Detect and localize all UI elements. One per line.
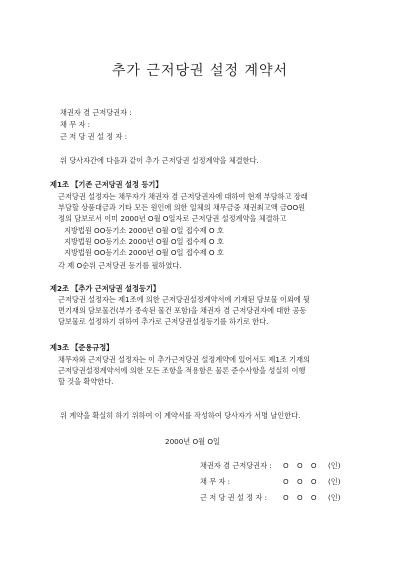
article1-heading [50,180,163,190]
article1-line: 근저당권 설정자는 채무자가 채권자 겸 근저당권자에 대하여 현재 부담하고 장래 [58,192,308,201]
article1-body [58,191,308,224]
intro-text: 위 당사자간에 다음과 같이 추가 근저당권 설정계약을 체결한다. [60,156,259,165]
signature-debtor-name: O O O [283,477,320,486]
signature-debtor-label: 채 무 자 : [200,477,231,486]
article3-number: 제3조 [50,343,69,352]
article1-registry-line: 지방법원 OO등기소 2000년 O월 O일 접수제 O 호 [64,237,224,246]
closing-statement: 위 계약을 확실히 하기 위하여 이 계약서를 작성하여 당사자가 서명 날인한다. [60,411,301,420]
party-debtor-label: 채 무 자 : [60,120,91,129]
article1-registry-line: 지방법원 OO등기소 2000년 O월 O일 접수제 O 호 [64,226,224,235]
signature-mortgagor-seal: (인) [328,493,341,502]
signature-creditor-name: O O O [283,461,320,470]
article2-line: 담보물로 설정하기 위하여 추가로 근저당권설정등기를 하기로 한다. [58,317,269,326]
article1-line: 정의 담보로서 이미 2000년 O월 O일자로 근저당권 설정계약을 체결하고 [58,214,287,223]
signature-debtor-seal: (인) [328,477,341,486]
article1-registry-line: 지방법원 OO등기소 2000년 O월 O일 접수제 O 호 [64,248,224,257]
party-creditor-label: 채권자 겸 근저당권자 : [60,108,132,117]
article2-title: 【추가 근저당권 설정등기】 [71,284,160,293]
article3-heading [50,343,113,353]
signature-creditor-label: 채권자 겸 근저당권자 : [200,461,272,470]
signature-creditor-seal: (인) [328,461,341,470]
article3-line: 채무자와 근저당권 설정자는 이 추가근저당권 설정계약에 있어서도 제1조 기재의 [58,355,310,364]
article3-line: 근저당권설정계약서에 의한 모든 조항을 적용함은 물론 준수사항을 성실히 이행 [58,366,306,375]
article1-line: 부담할 상품대금과 기타 모든 원인에 의한 일체의 채무금중 채권최고액 금OO원 [58,203,306,212]
document-title: 추가 근저당권 설정 계약서 [111,63,289,79]
article1-title: 【기존 근저당권 설정 등기】 [71,180,163,189]
article2-line: 근저당권 설정자는 제1조에 의한 근저당권설정계약서에 기재된 담보물 이외에 뒷 [58,295,310,304]
article1-number: 제1조 [50,180,69,189]
signature-mortgagor-label: 근 저 당 권 설 정 자 : [200,493,268,502]
signature-mortgagor-name: O O O [283,493,320,502]
party-mortgagor-label: 근 저 당 권 설 정 자 : [60,132,128,141]
article1-closing: 각 제 O순위 근저당권 등기를 필하였다. [58,261,182,270]
article2-line: 면기재의 담보물건(부가 종속된 물건 포함)을 채권자 겸 근저당권자에 대한 공동 [58,306,307,315]
article2-body [58,294,310,327]
article3-body [58,354,310,387]
contract-date: 2000년 O월 O일 [165,437,221,446]
article3-title: 【준용규정】 [71,343,114,352]
article2-heading [50,284,160,294]
article3-line: 할 것을 확약한다. [58,377,114,386]
article2-number: 제2조 [50,284,69,293]
